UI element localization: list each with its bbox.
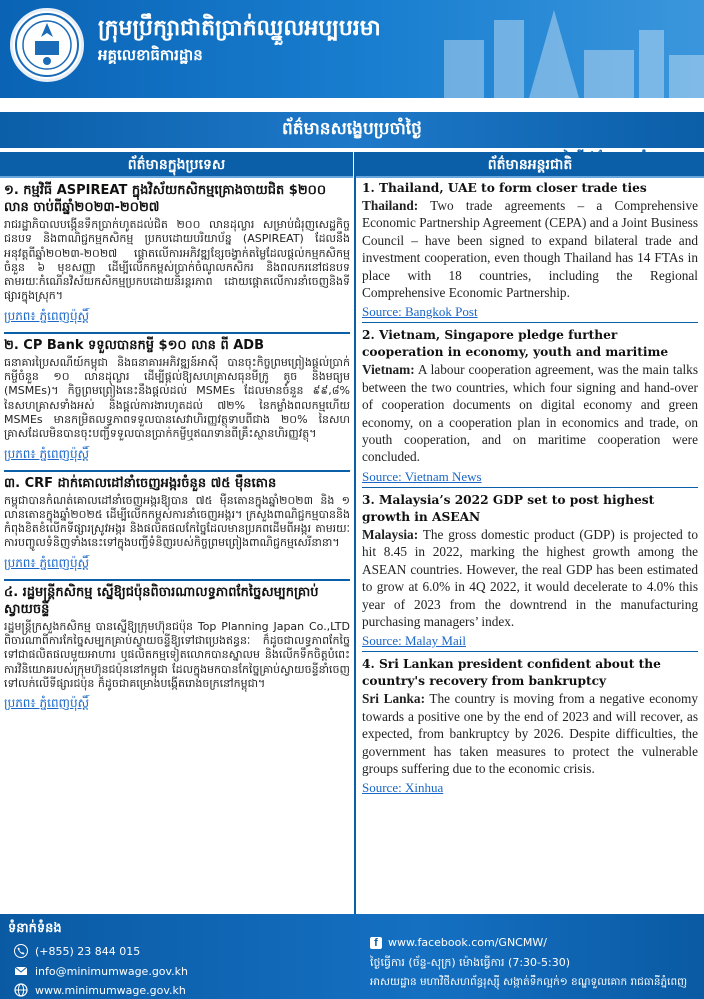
contact-website[interactable]: [14, 983, 186, 997]
news-title: ៣. CRF ដាក់គោលដៅនាំចេញអង្ករចំនួន ៧៥ ម៉ឺនតោន: [4, 475, 277, 491]
news-source-link[interactable]: Source: Malay Mail: [362, 633, 466, 649]
council-logo-icon: [10, 8, 84, 82]
news-source-link[interactable]: ប្រភព៖ ភ្នំពេញប៉ុស្តិ៍: [4, 696, 90, 711]
office-address: អាសយដ្ឋាន មហាវិថីសហព័ន្ធរុស្ស៊ី សង្កាត់ទឹកល្អក់១ ខណ្ឌទួលគោក រាជធានីភ្នំពេញ: [370, 976, 688, 988]
news-separator: [4, 332, 350, 334]
phone-number: (+855) 23 844 015: [35, 944, 141, 958]
header-spacer: [0, 98, 704, 112]
news-separator: [362, 322, 698, 323]
contact-title: ទំនាក់ទំនង: [8, 921, 62, 936]
news-text: The country is moving from a negative economy towards a positive one by the end of 2023 and will recover, as expected, from bankruptcy by 2026. Despite difficulties, the government has taken measures to protect the vulnerable groups suffering due to the economic crisis.: [362, 691, 698, 776]
email-address: info@minimumwage.gov.kh: [35, 964, 189, 978]
news-title: ១. កម្មវិធី ASPIREAT ក្នុងវិស័យកសិកម្មគ្រោងចាយជិត $២០០ លាន ចាប់ពីឆ្នាំ២០២៣-២០២៧: [4, 183, 327, 215]
news-text: The gross domestic product (GDP) is projected to hit 8.45 in 2022, marking the highest growth among the ASEAN countries. However, the real GDP has been estimated to grow at 6.0% in 4Q 2022, it would decelerate to 4.0% this year of 2023 from the downtrend in the manufacturing purchasing managers’ index.: [362, 526, 698, 629]
international-news-item: [362, 180, 698, 323]
news-source-link[interactable]: Source: Xinhua: [362, 780, 444, 796]
bulletin-title: ព័ត៌មានសង្ខេបប្រចាំថ្ងៃ: [282, 119, 422, 139]
news-separator: [362, 651, 698, 652]
news-source-link[interactable]: ប្រភព៖ ភ្នំពេញប៉ុស្តិ៍: [4, 555, 90, 570]
news-title: 1. Thailand, UAE to form closer trade ties: [362, 181, 647, 195]
news-text: A labour cooperation agreement, was the main talks between the two countries, which four signing and hand-over of cooperation documents on digital economy and green economy, on a cooperation plan in economics and trade, on youth cooperation, and on maritime cooperation were concluded.: [362, 362, 698, 465]
news-source-link[interactable]: ប្រភព៖ ភ្នំពេញប៉ុស្តិ៍: [4, 446, 90, 461]
footer: [0, 914, 704, 999]
domestic-news-heading: ព័ត៌មានក្នុងប្រទេស: [0, 152, 353, 178]
domestic-news-item: [4, 475, 350, 581]
news-body: រាជរដ្ឋាភិបាលបង្កើនទឹកប្រាក់ហូតដល់ជិត ២០០ លានដុល្លារ សម្រាប់ជំរុញសេដ្ឋកិច្ចជនបទ និងពាណិជ្ជកម្មកសិកម្ម ប្រកបដោយបរិយាប័ន្ន (ASPIREAT) ដែលនឹងអនុវត្តពីឆ្នាំ២០២៣-២០២៧ ផ្តោតលើការអភិវឌ្ឍខ្សែចង្វាក់តម្លៃដែលផ្តល់កម្មកសិកម្មចំនួន ៦ មុខសញ្ញា ដើម្បីលើកកម្ពស់ប្រាក់ចំណូលកសិករ និងពលករនៅជនបទ តាមរយៈកំណើនវិស័យកសិកម្មប្រកបដោយនិរន្តរភាព ដោយផ្តោតលើការនាំចេញនិងទីផ្សារក្នុងស្រុក។: [4, 218, 350, 303]
news-title: ៤. រដ្ឋមន្ត្រីកសិកម្ម ស្នើឱ្យជប៉ុនពិចារណាលទ្ធភាពកែច្នៃសម្បកគ្រាប់ស្វាយចន្ទី: [4, 584, 319, 617]
news-country-lead: Malaysia:: [362, 526, 419, 542]
international-news-item: [362, 656, 698, 796]
organization-subtitle: អគ្គលេខាធិការដ្ឋាន: [98, 46, 203, 64]
contact-phone[interactable]: [14, 944, 140, 958]
contact-email[interactable]: [14, 964, 188, 978]
phone-icon: [14, 944, 28, 958]
international-news-heading: ព័ត៌មានអន្តរជាតិ: [356, 152, 704, 178]
news-body: [362, 690, 698, 777]
news-separator: [362, 487, 698, 488]
news-title: 2. Vietnam, Singapore pledge further cooperation in economy, youth and maritime: [362, 328, 669, 360]
news-body: កម្ពុជាបានកំណត់គោលដៅនាំចេញអង្ករឱ្យបាន ៧៥ ម៉ឺនតោនក្នុងឆ្នាំ២០២៣ និង ១ លានតោនក្នុងឆ្នាំ២០២៥ ដើម្បីលើកកម្ពស់ការនាំចេញអង្ករ។ ក្រសួងពាណិជ្ជកម្មបាននិងកំពុងខិតខំលើកទីផ្សារស្រូវអង្ករ និងផលិតផលកែច្នៃដែលមានប្រភពដើមពីអង្ករ តាមរយៈការបញ្ចូលទំនិញទាំងនេះទៅក្នុងបញ្ជីទំនិញរបស់កិច្ចព្រមព្រៀងពាណិជ្ជកម្មសេរីនានា។: [4, 493, 350, 550]
news-separator: [4, 470, 350, 472]
news-title: 4. Sri Lankan president confident about the country's recovery from bankruptcy: [362, 657, 661, 689]
news-text: Two trade agreements – a Comprehensive Economic Partnership Agreement (CEPA) and a Joint Business Council – have been signed to expand bilateral trade and investment cooperation, even though Thailand has 14 FTAs in place with 18 countries, including the Regional Comprehensive Economic Partnership.: [362, 198, 698, 301]
news-country-lead: Sri Lanka:: [362, 691, 425, 707]
website-url: www.minimumwage.gov.kh: [35, 983, 186, 997]
email-icon: [14, 964, 28, 978]
international-news-column: [362, 180, 698, 914]
column-divider: [354, 152, 356, 914]
news-body: ធនាគារប្រៃសណីយ៍កម្ពុជា និងធនាគារអភិវឌ្ឍន៍អាស៊ី បានចុះកិច្ចព្រមព្រៀងផ្តល់ប្រាក់កម្ចីចំនួន ១០ លានដុល្លារ ដើម្បីផ្តល់ឱ្យសហគ្រាសធុនមីក្រូ តូច និងមធ្យម (MSMEs)។ កិច្ចព្រមព្រៀងនេះនឹងផ្តល់ដល់ MSMEs ដែលមានចំនួន ៩៩,៨% នៃសហគ្រាសទាំងអស់ និងផ្តល់ការងារហូតដល់ ៧២% នៃកម្លាំងពលកម្មហើយ MSMEs មានកម្រិតលទ្ធភាពទទួលបានសេវាហិរញ្ញវត្ថុទាបពីជាង ២០% នៃសហគ្រាសដែលមិនបានចុះបញ្ជីទទួលបានប្រាក់កម្ចីឬឥណទានពីគ្រឹះស្ថានហិរញ្ញវត្ថុ។: [4, 355, 350, 441]
news-body: [362, 361, 698, 465]
header-banner: [0, 0, 704, 98]
news-country-lead: Thailand:: [362, 198, 419, 213]
news-country-lead: Vietnam:: [362, 362, 415, 378]
news-title: 3. Malaysia’s 2022 GDP set to post highest growth in ASEAN: [362, 492, 655, 524]
international-news-item: [362, 492, 698, 652]
news-separator: [4, 579, 350, 581]
globe-icon: [14, 983, 28, 997]
news-source-link[interactable]: Source: Vietnam News: [362, 468, 482, 484]
news-source-link[interactable]: Source: Bangkok Post: [362, 304, 478, 320]
news-title: ២. CP Bank ទទួលបានកម្ចី $១០ លាន ពី ADB: [4, 337, 264, 353]
domestic-news-item: [4, 182, 350, 334]
domestic-news-item: [4, 337, 350, 472]
bulletin-title-bar: [0, 112, 704, 148]
news-body: [362, 197, 698, 301]
international-news-item: [362, 327, 698, 487]
office-hours: ថ្ងៃធ្វើការ (ច័ន្ទ-សុក្រ) ម៉ោងធ្វើការ (7:30-5:30): [370, 956, 570, 969]
news-body: រដ្ឋមន្ត្រីក្រសួងកសិកម្ម បានស្នើឱ្យក្រុមហ៊ុនជប៉ុន Top Planning Japan Co.,LTD ពិចារណាពីការកែច្នៃសម្បកគ្រាប់ស្វាយចន្ទីឱ្យទៅជាប្រេងឥន្ធនៈ ក៏ដូចជាលទ្ធភាពកែច្នៃទៅជាផលិតផលមួយអាហារ ឬផលិតកម្មទៀតលោកបានស្នាលម និងលើកទឹកចិត្តបំពេះការវិនិយោគរបស់ក្រុមហ៊ុនជប៉ុននៅកម្ពុជា ដែលក្នុងមកបានកែច្នៃគ្រាប់ស្វាយចន្ទីនាំចេញទៅលក់លើទីផ្សារជប៉ុន ក៏ដូចជាគម្រោងបង្កើតរោងចក្រនៅកម្ពុជា។: [4, 619, 350, 690]
news-body: [362, 526, 698, 630]
facebook-url: www.facebook.com/GNCMW/: [388, 936, 547, 949]
domestic-news-item: [4, 584, 350, 713]
domestic-news-column: [4, 180, 350, 914]
facebook-link[interactable]: [370, 936, 547, 949]
organization-title: ក្រុមប្រឹក្សាជាតិប្រាក់ឈ្នួលអប្បបរមា: [98, 16, 381, 41]
news-source-link[interactable]: ប្រភព៖ ភ្នំពេញប៉ុស្តិ៍: [4, 308, 90, 323]
facebook-icon: f: [370, 937, 382, 949]
temple-skyline-decoration: [434, 0, 704, 98]
